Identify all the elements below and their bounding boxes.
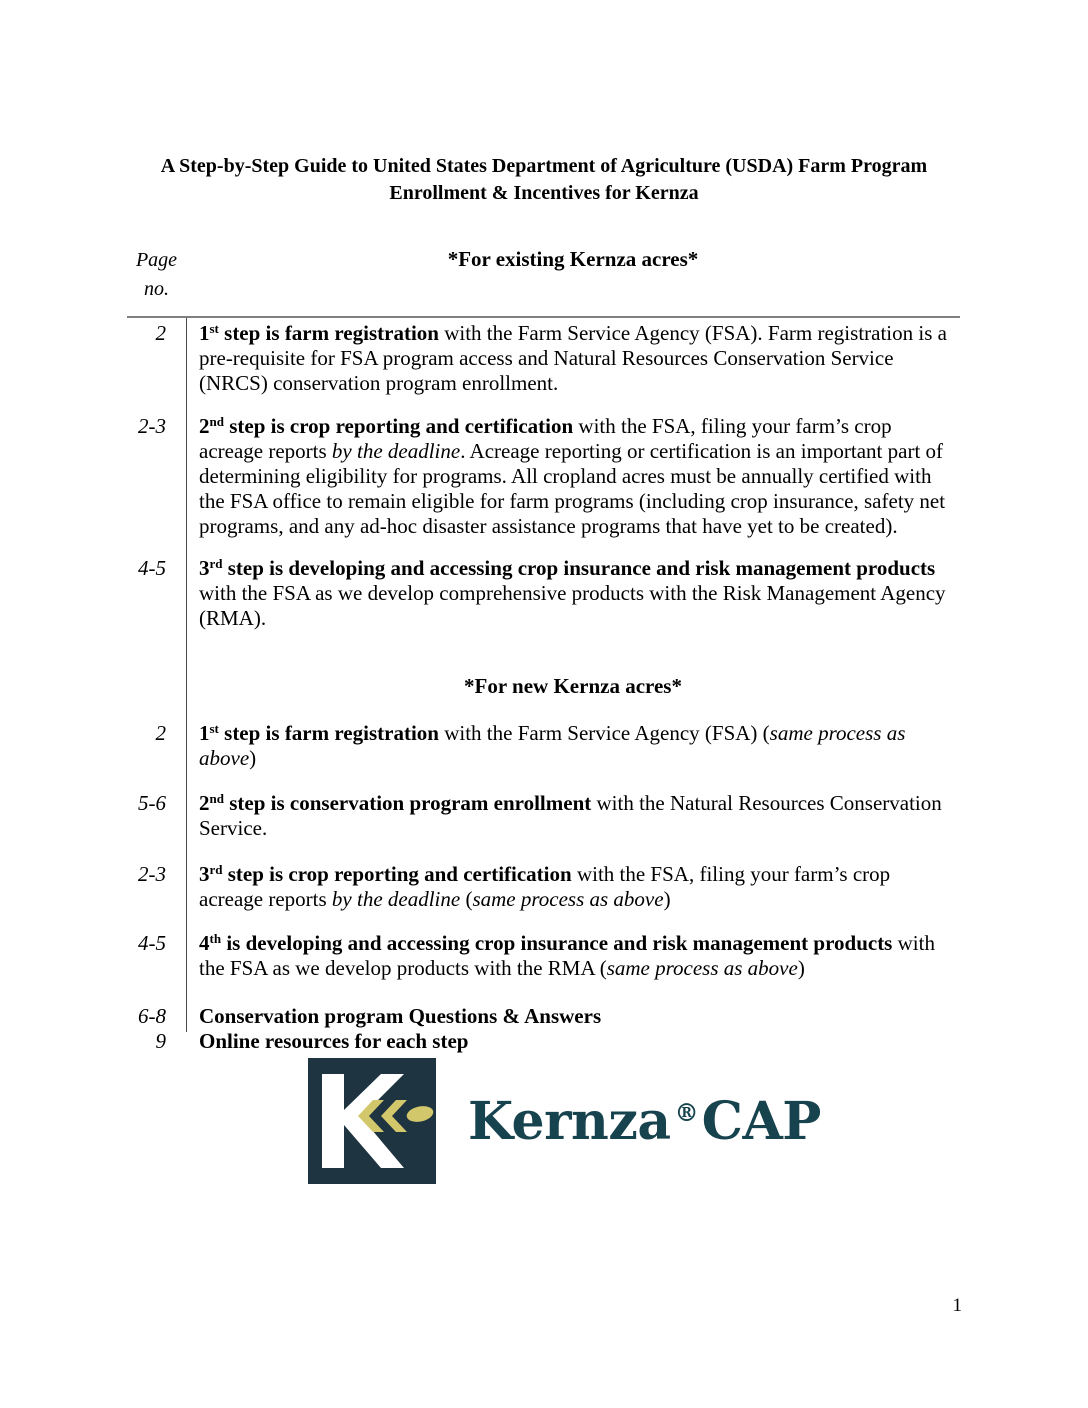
toc-entry-text: 1st step is farm registration with the Farm Service Agency (FSA) (same process as above) — [199, 721, 906, 770]
document-title — [0, 153, 1088, 207]
section-existing-acres-heading: *For existing Kernza acres* — [447, 247, 699, 271]
wordmark-cap: CAP — [701, 1091, 821, 1152]
page-number-cell: 6-8 — [138, 1004, 166, 1028]
title-line-1: A Step-by-Step Guide to United States Department of Agriculture (USDA) Farm Program — [160, 155, 928, 177]
toc-entry-text: 1st step is farm registration with the Farm Service Agency (FSA). Farm registration is a pre-requisite for FSA program access and Natural Resources Conservation Service (NRCS) conservation program enrollment. — [199, 321, 947, 395]
toc-entry-text: 2nd step is crop reporting and certification with the FSA, filing your farm’s crop acreage reports by the deadline. Acreage reporting or certification is an important part of determining eligibility for programs. All cropland acres must be annually certified with the FSA office to remain eligible for farm programs (including crop insurance, safety net programs, and any ad-hoc disaster assistance programs that have yet to be created). — [199, 414, 946, 538]
toc-row-crop-insurance-new — [127, 931, 960, 981]
toc-entry-text: Conservation program Questions & Answers — [199, 1004, 602, 1028]
toc-row-farm-registration-new — [127, 721, 960, 771]
footer-page-number: 1 — [952, 1295, 962, 1316]
title-line-2: Enrollment & Incentives for Kernza — [389, 182, 699, 204]
page-number-cell: 9 — [155, 1029, 166, 1053]
kernza-cap-wordmark — [468, 1091, 821, 1152]
page-number-cell: 2 — [155, 721, 166, 745]
toc-entry-text: 3rd step is crop reporting and certification with the FSA, filing your farm’s crop acreage reports by the deadline (same process as above) — [199, 862, 891, 911]
toc-table — [127, 316, 960, 1054]
page-col-header-line2: no. — [144, 278, 169, 300]
wordmark-kernza: Kernza — [468, 1091, 671, 1152]
toc-row-conservation-enrollment-new — [127, 791, 960, 841]
toc-entry-text: 4th is developing and accessing crop insurance and risk management products with the FSA as we develop products with the RMA (same process as above) — [199, 931, 935, 980]
page-no-column-header — [127, 246, 186, 304]
toc-entry-text: 2nd step is conservation program enrollment with the Natural Resources Conservation Service. — [199, 791, 942, 840]
page-number-cell: 5-6 — [138, 791, 166, 815]
toc-entry-text: 3rd step is developing and accessing crop insurance and risk management products with the FSA as we develop comprehensive products with the Risk Management Agency (RMA). — [199, 556, 946, 630]
kernza-logo-mark — [308, 1058, 436, 1184]
section-new-acres-heading: *For new Kernza acres* — [464, 674, 682, 698]
kernza-cap-logo — [308, 1058, 821, 1185]
page-col-header-line1: Page — [135, 249, 178, 271]
toc-row-crop-insurance-existing — [127, 556, 960, 631]
toc-entry-text: Online resources for each step — [199, 1029, 469, 1053]
page-number-cell: 4-5 — [138, 556, 166, 580]
registered-trademark-icon: ® — [674, 1098, 699, 1127]
toc-row-crop-reporting-existing — [127, 414, 960, 539]
page-number-cell: 2-3 — [138, 862, 166, 886]
page-number-cell: 2-3 — [138, 414, 166, 438]
toc-row-online-resources — [127, 1029, 960, 1054]
page-number-cell: 4-5 — [138, 931, 166, 955]
page-number-cell: 2 — [155, 321, 166, 345]
toc-row-questions-answers — [127, 1004, 960, 1029]
toc-row-farm-registration-existing — [127, 321, 960, 396]
toc-row-crop-reporting-new — [127, 862, 960, 912]
